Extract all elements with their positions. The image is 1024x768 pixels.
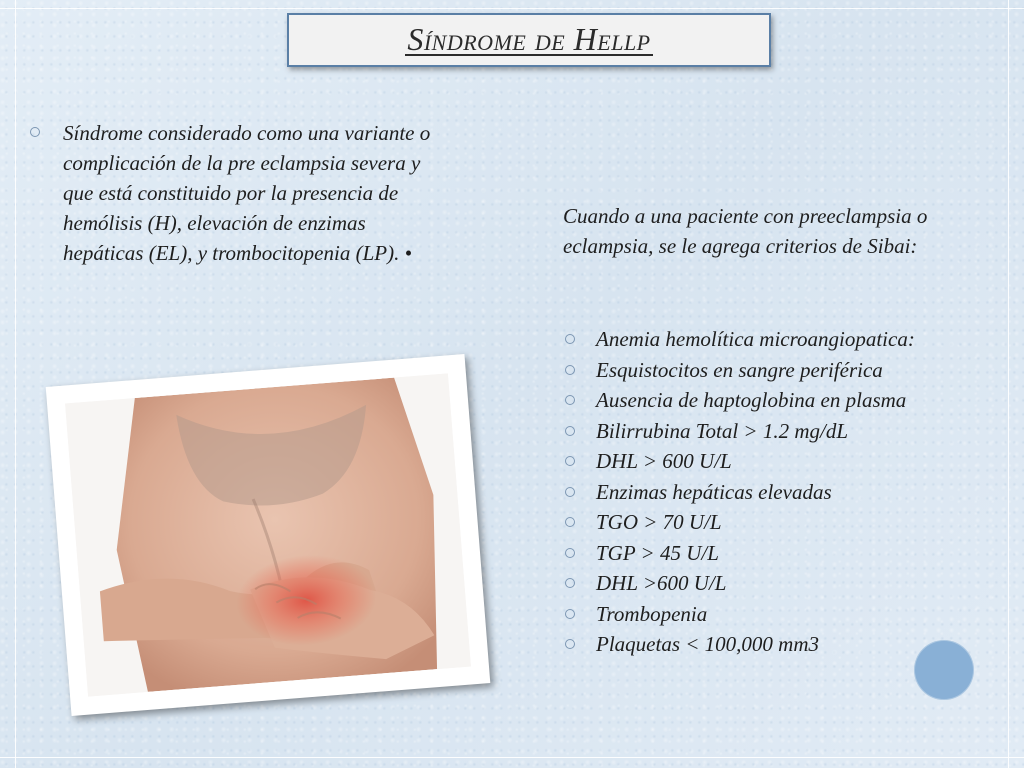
definition-text: Síndrome considerado como una variante o complicación de la pre eclampsia severa y que está constituido por la presencia de hemólisis (H), elevación de enzimas hepáticas (EL), y trombocitopenia (LP). • xyxy=(63,121,431,265)
criterion-text: DHL > 600 U/L xyxy=(596,449,732,473)
criterion-text: Trombopenia xyxy=(596,601,708,626)
criterion-text: Enzimas hepáticas elevadas xyxy=(596,479,832,504)
man-holding-abdomen-illustration xyxy=(65,373,471,696)
list-item xyxy=(563,416,1003,447)
photo-content xyxy=(65,373,471,696)
criterion-text: Anemia hemolítica microangiopatica: xyxy=(596,327,915,351)
list-item xyxy=(563,599,1003,630)
criterion-text: Esquistocitos en sangre periférica xyxy=(596,357,883,382)
slide-title: Síndrome de Hellp xyxy=(407,21,651,57)
criterion-text: TGO > 70 U/L xyxy=(596,510,722,534)
bullet-circle-icon xyxy=(565,456,575,466)
bullet-circle-icon xyxy=(565,426,575,436)
bullet-circle-icon xyxy=(565,334,575,344)
abdominal-pain-photo xyxy=(46,354,491,716)
list-item xyxy=(563,568,1003,599)
bullet-circle-icon xyxy=(565,517,575,527)
bullet-circle-icon xyxy=(565,487,575,497)
title-box xyxy=(287,13,771,67)
criterion-text: Ausencia de haptoglobina en plasma xyxy=(596,388,907,412)
bullet-circle-icon xyxy=(30,127,40,137)
list-item xyxy=(563,355,1003,386)
bullet-circle-icon xyxy=(565,548,575,558)
bullet-circle-icon xyxy=(565,365,575,375)
criterion-text: TGP > 45 U/L xyxy=(596,540,719,565)
list-item xyxy=(563,446,1003,477)
decorative-circle xyxy=(914,640,974,700)
bullet-circle-icon xyxy=(565,609,575,619)
bullet-circle-icon xyxy=(565,395,575,405)
frame-line-left xyxy=(15,0,16,768)
frame-line-bottom xyxy=(0,757,1024,758)
criterion-text: Plaquetas < 100,000 mm3 xyxy=(596,632,819,656)
sibai-intro: Cuando a una paciente con preeclampsia o eclampsia, se le agrega criterios de Sibai: xyxy=(563,204,928,258)
criterion-text: DHL >600 U/L xyxy=(596,571,727,595)
definition-bullet xyxy=(30,118,450,268)
bullet-circle-icon xyxy=(565,578,575,588)
list-item xyxy=(563,324,1003,355)
sibai-criteria-list xyxy=(563,324,1003,660)
criterion-text: Bilirrubina Total > 1.2 mg/dL xyxy=(596,418,849,443)
list-item xyxy=(563,477,1003,508)
list-item xyxy=(563,507,1003,538)
frame-line-right xyxy=(1008,0,1009,768)
list-item xyxy=(563,385,1003,416)
bullet-circle-icon xyxy=(565,639,575,649)
list-item xyxy=(563,538,1003,569)
frame-line-top xyxy=(0,8,1024,9)
